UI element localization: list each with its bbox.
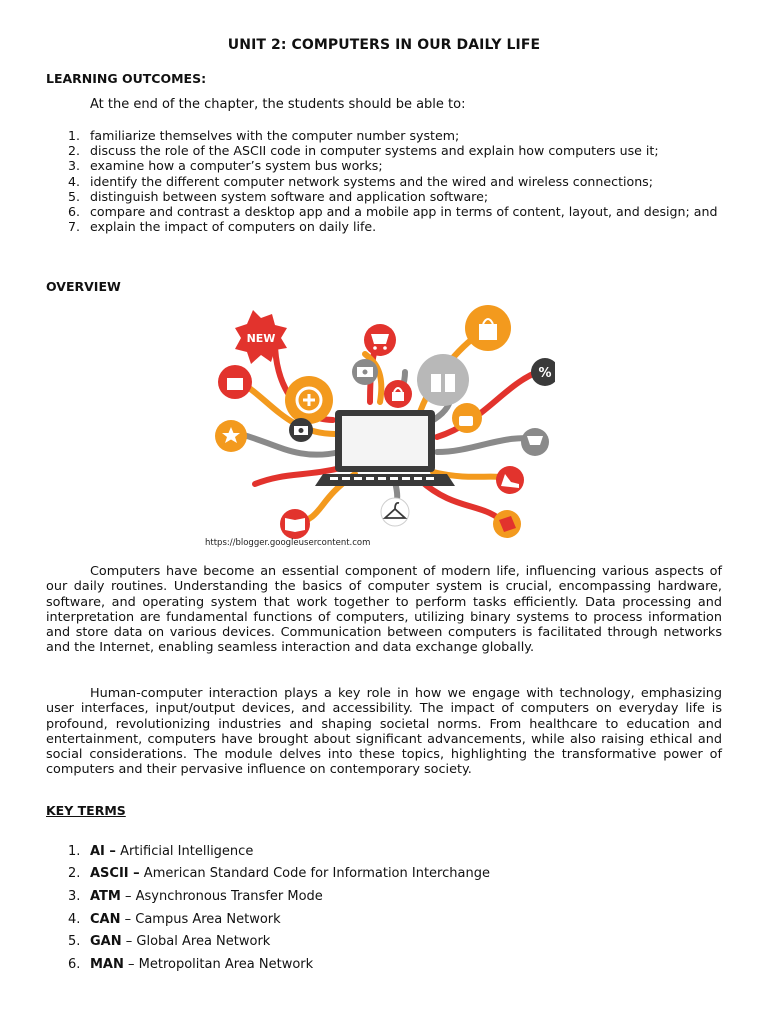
- list-item: [46, 863, 490, 886]
- list-item: [46, 930, 490, 953]
- list-item: [46, 204, 724, 219]
- list-item: [46, 908, 490, 931]
- tag-icon: [493, 510, 521, 538]
- list-item: [46, 158, 724, 173]
- list-number: 6.: [68, 956, 81, 972]
- overview-heading: OVERVIEW: [46, 279, 121, 294]
- list-text: examine how a computer’s system bus works;: [90, 158, 383, 174]
- list-item: [46, 189, 724, 204]
- definition: Artificial Intelligence: [115, 843, 254, 859]
- camera-icon: [289, 418, 313, 442]
- cart-icon: [521, 428, 549, 456]
- list-number: 3.: [68, 888, 81, 904]
- term: MAN: [90, 956, 124, 972]
- term: AI –: [90, 843, 116, 859]
- list-item: [46, 128, 724, 143]
- add-icon: [285, 376, 333, 424]
- new-badge-text: NEW: [246, 332, 276, 345]
- list-number: 4.: [68, 173, 81, 189]
- list-item: [46, 885, 490, 908]
- gift-icon: [417, 354, 469, 406]
- thumbs-up-icon: [452, 403, 482, 433]
- book-icon: [280, 509, 310, 539]
- list-item: [46, 143, 724, 158]
- image-credit: https://blogger.googleusercontent.com: [205, 538, 371, 548]
- percent-text: %: [538, 366, 552, 381]
- star-icon: [215, 420, 247, 452]
- list-item: [46, 219, 724, 234]
- list-number: 4.: [68, 911, 81, 927]
- learning-outcomes-heading: LEARNING OUTCOMES:: [46, 71, 207, 86]
- definition: – Metropolitan Area Network: [123, 956, 314, 972]
- overview-paragraph-1: Computers have become an essential component of modern life, influencing various aspects of our daily routines. Understanding the basics of computer system is crucial, encompassing hardware, software, and operating system that work together to perform tasks efficiently. Data processing and interpretation are fundamental functions of computers, utilizing binary systems to process information and store data on various devices. Communication between computers is facilitated through networks and the Internet, enabling seamless interaction and data exchange globally.: [46, 564, 722, 656]
- intro-text: At the end of the chapter, the students should be able to:: [90, 97, 466, 112]
- key-terms-heading: KEY TERMS: [46, 803, 126, 818]
- money-icon: [352, 359, 378, 385]
- term: CAN: [90, 911, 121, 927]
- list-number: 2.: [68, 866, 81, 882]
- bag-icon: [218, 365, 252, 399]
- percent-icon: [531, 358, 555, 386]
- overview-paragraph-2: Human-computer interaction plays a key role in how we engage with technology, emphasizing user interfaces, input/output devices, and accessibility. The impact of computers on everyday life is profound, revolutionizing industries and shaping societal norms. From healthcare to education and entertainment, computers have brought about significant advancements, while also raising ethical and social considerations. The module delves into these topics, highlighting the transformative power of computers and their pervasive influence on contemporary society.: [46, 686, 722, 778]
- list-text: distinguish between system software and application software;: [90, 188, 489, 204]
- term: ASCII –: [90, 866, 140, 882]
- new-badge-icon: [235, 310, 287, 364]
- list-item: [46, 953, 490, 976]
- list-item: [46, 840, 490, 863]
- list-number: 6.: [68, 204, 81, 220]
- list-item: [46, 174, 724, 189]
- list-text: familiarize themselves with the computer number system;: [90, 128, 460, 143]
- list-number: 3.: [68, 158, 81, 174]
- term: GAN: [90, 934, 122, 950]
- computer-network-illustration: [205, 302, 555, 540]
- list-number: 2.: [68, 143, 81, 159]
- list-number: 1.: [68, 128, 81, 143]
- definition: – Campus Area Network: [120, 911, 281, 927]
- page-title: UNIT 2: COMPUTERS IN OUR DAILY LIFE: [227, 37, 541, 53]
- shopping-bag-icon: [465, 305, 511, 351]
- list-number: 1.: [68, 843, 81, 859]
- definition: American Standard Code for Information Interchange: [139, 866, 490, 882]
- list-number: 5.: [68, 188, 81, 204]
- term: ATM: [90, 888, 121, 904]
- list-number: 5.: [68, 934, 81, 950]
- list-text: identify the different computer network systems and the wired and wireless connections;: [90, 173, 653, 189]
- list-number: 7.: [68, 219, 81, 235]
- lock-icon: [384, 380, 412, 408]
- cart-icon: [364, 324, 396, 356]
- outcomes-list: [46, 128, 724, 234]
- definition: – Global Area Network: [121, 934, 271, 950]
- laptop-icon: [315, 410, 455, 486]
- hanger-icon: [381, 498, 409, 526]
- key-terms-list: [46, 840, 490, 976]
- list-text: discuss the role of the ASCII code in computer systems and explain how computers use it;: [90, 143, 659, 159]
- list-text: compare and contrast a desktop app and a mobile app in terms of content, layout, and design; and: [90, 204, 718, 220]
- list-text: explain the impact of computers on daily life.: [90, 219, 377, 235]
- definition: – Asynchronous Transfer Mode: [120, 888, 323, 904]
- shoe-icon: [496, 466, 524, 494]
